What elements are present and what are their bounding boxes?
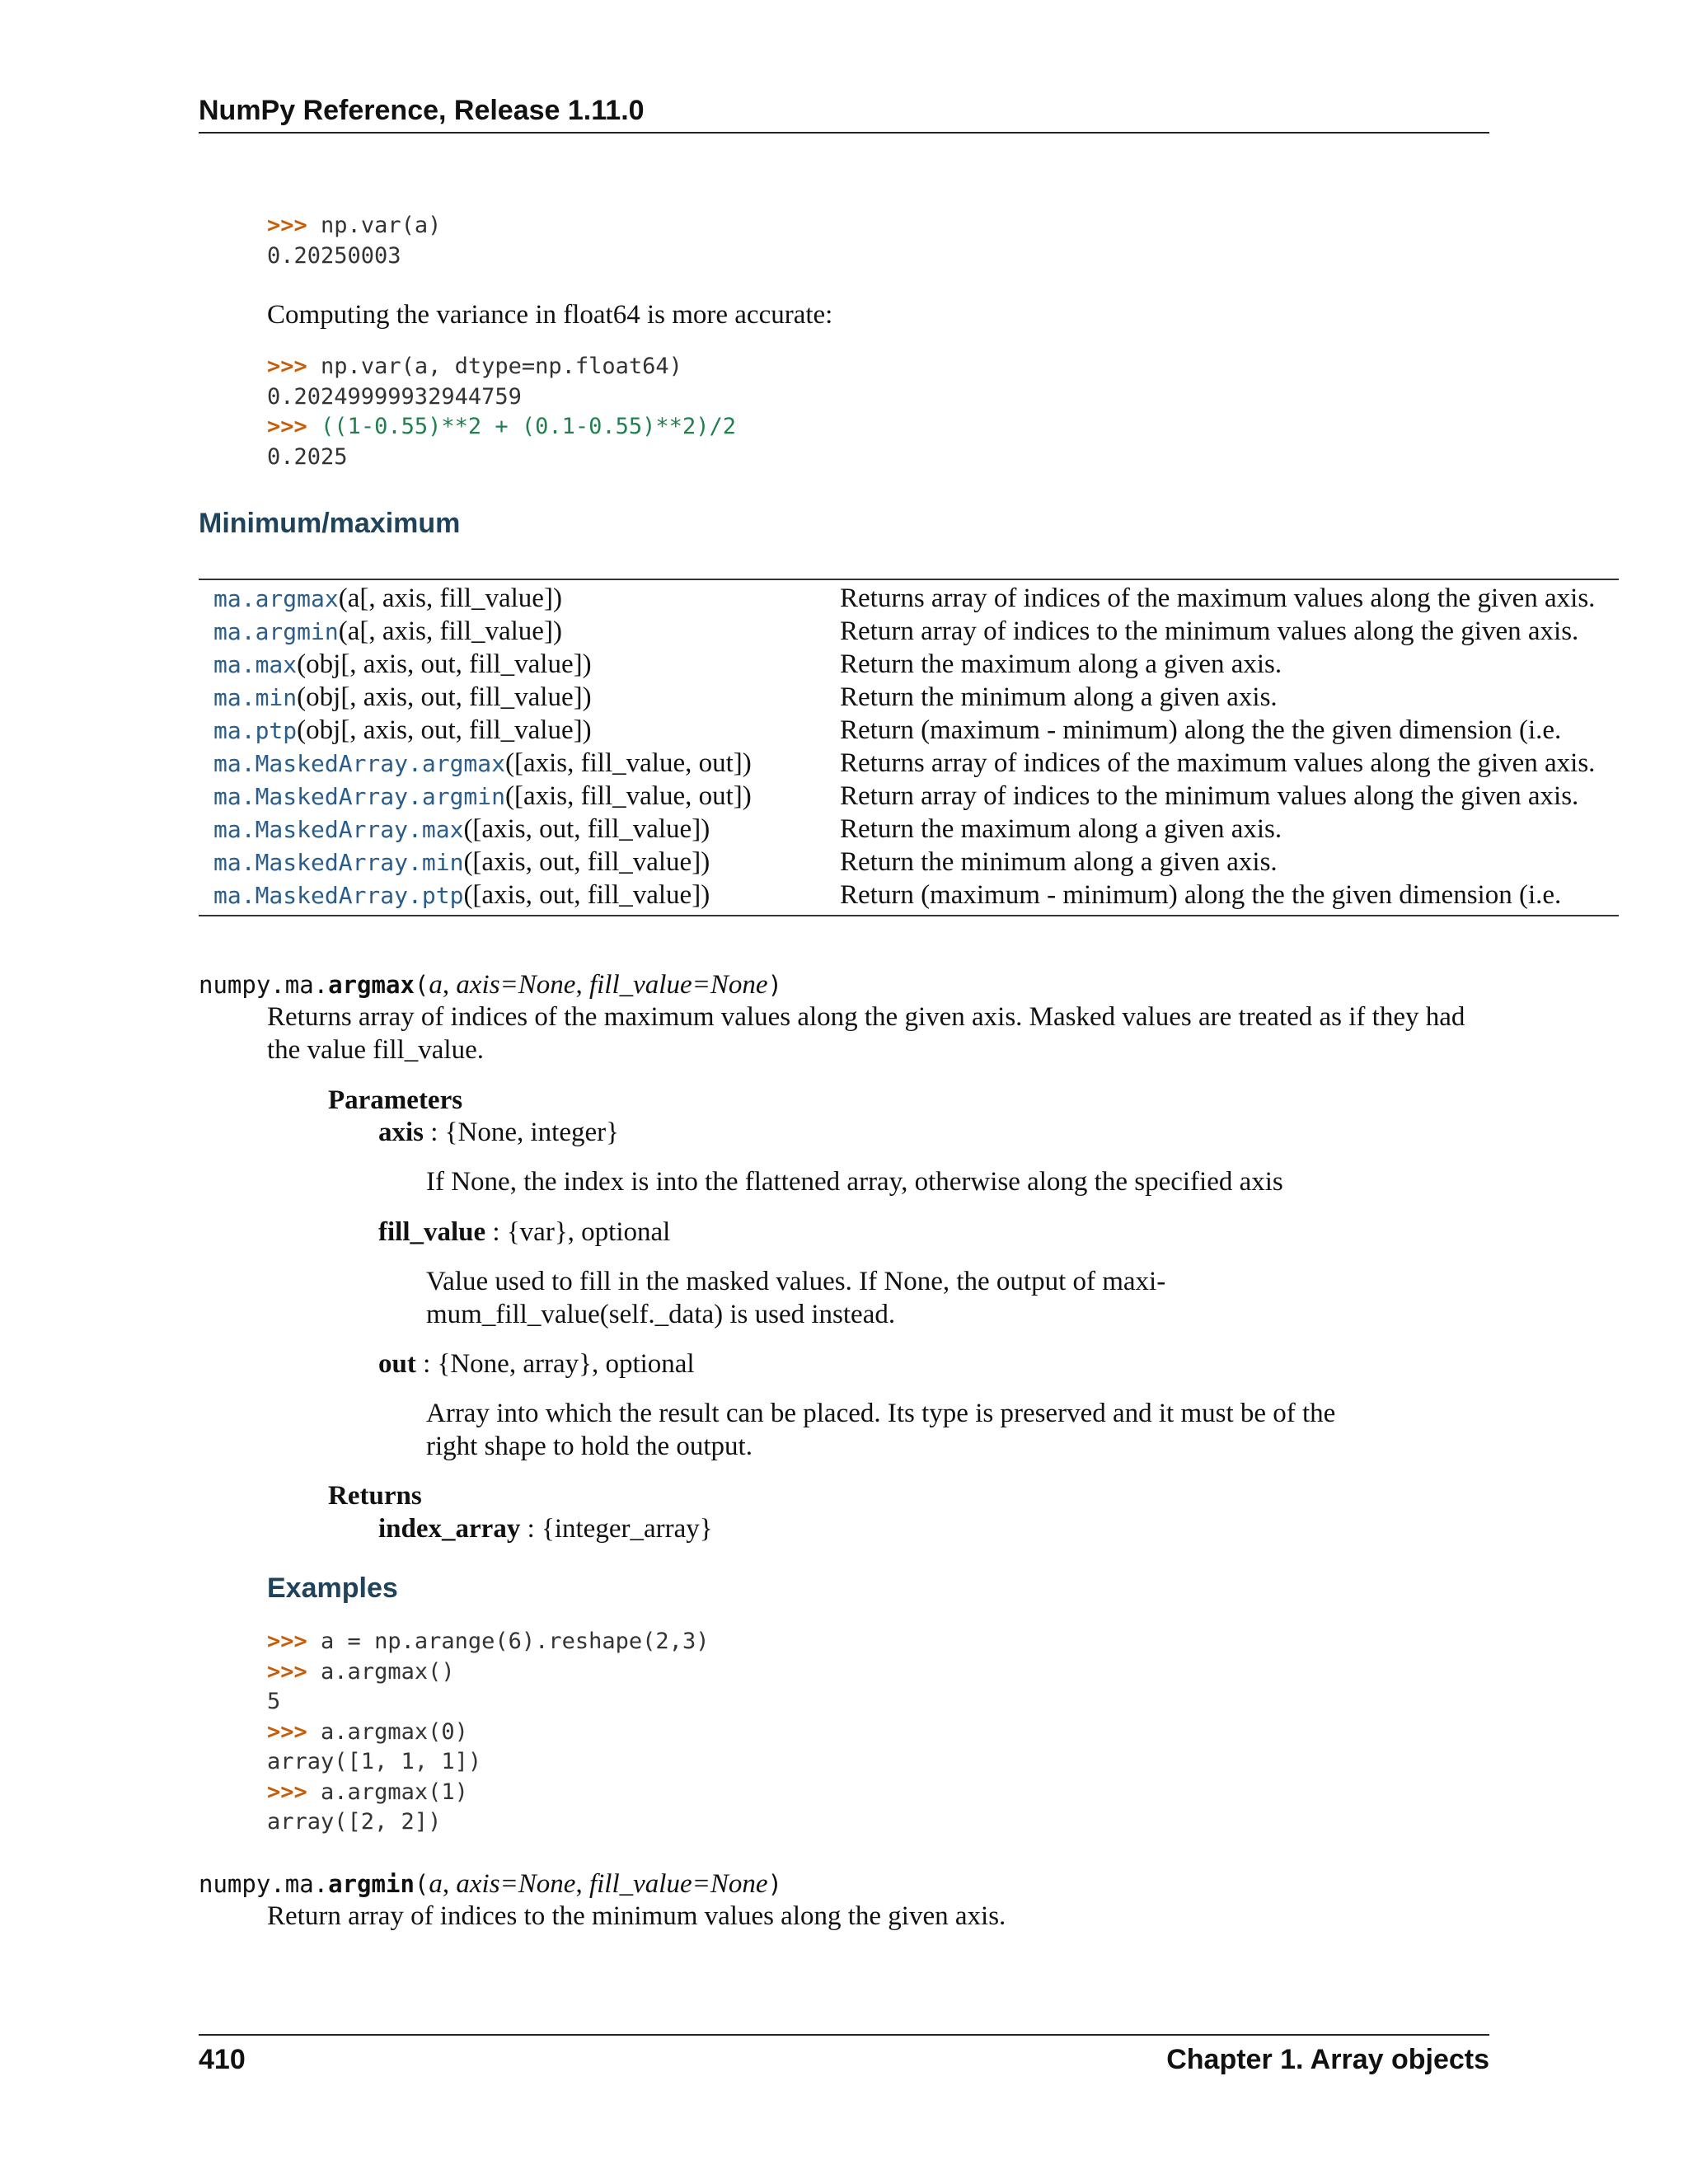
table-row	[199, 582, 1619, 615]
parameter-line	[378, 1216, 670, 1249]
signature-param: fill_value=None	[588, 970, 768, 1000]
table-row	[199, 879, 1619, 912]
code-text: a.argmax(1)	[321, 1779, 468, 1805]
function-description: Return the maximum along a given axis.	[840, 814, 1282, 844]
parameter-line	[378, 1347, 695, 1380]
paragraph: Computing the variance in float64 is more accurate:	[267, 300, 833, 330]
parameter-name: fill_value	[378, 1217, 486, 1247]
function-args: (obj[, axis, out, fill_value])	[297, 682, 592, 712]
code-line	[267, 1778, 468, 1808]
table-row	[199, 648, 1619, 681]
parameter-description: mum_fill_value(self._data) is used instead.	[426, 1300, 896, 1329]
chapter-title: Chapter 1. Array objects	[1166, 2044, 1489, 2075]
function-link[interactable]: ma.MaskedArray.argmin	[213, 783, 506, 810]
table-row	[199, 681, 1619, 714]
parameter-name: out	[378, 1349, 416, 1379]
signature-param: axis=None	[456, 970, 576, 1000]
function-link[interactable]: ma.MaskedArray.ptp	[213, 882, 464, 909]
code-prompt: >>>	[267, 1629, 307, 1654]
function-description: Return the minimum along a given axis.	[840, 682, 1278, 712]
function-args: (obj[, axis, out, fill_value])	[297, 715, 592, 745]
returns-heading: Returns	[328, 1481, 422, 1511]
function-args: (a[, axis, fill_value])	[338, 616, 562, 646]
signature-param: axis=None	[456, 1869, 576, 1899]
code-text: a.argmax(0)	[321, 1719, 468, 1745]
running-header	[199, 92, 1489, 134]
function-args: ([axis, out, fill_value])	[463, 814, 710, 844]
code-prompt: >>>	[267, 1659, 307, 1685]
signature-param: a	[429, 970, 443, 1000]
function-link[interactable]: ma.argmin	[213, 618, 339, 645]
code-text: np.var(a, dtype=np.float64)	[321, 354, 682, 379]
signature-open-paren: (	[414, 971, 429, 999]
code-text: a = np.arange(6).reshape(2,3)	[321, 1629, 710, 1654]
function-link[interactable]: ma.argmax	[213, 585, 339, 612]
table-row	[199, 747, 1619, 780]
function-args: ([axis, fill_value, out])	[505, 781, 752, 811]
parameter-description: If None, the index is into the flattened array, otherwise along the specified axis	[426, 1167, 1283, 1197]
function-description: Return the minimum along a given axis.	[840, 847, 1278, 877]
signature-param: fill_value=None	[588, 1869, 768, 1899]
function-link[interactable]: ma.MaskedArray.max	[213, 816, 464, 843]
function-signature: numpy.ma.argmin(a, axis=None, fill_value=None)	[199, 1869, 782, 1899]
code-output: 5	[267, 1689, 281, 1714]
code-prompt: >>>	[267, 354, 307, 379]
code-prompt: >>>	[267, 1779, 307, 1805]
function-args: ([axis, fill_value, out])	[505, 748, 752, 778]
signature-name: argmin	[328, 1870, 415, 1898]
signature-open-paren: (	[414, 1870, 429, 1898]
return-type: : {integer_array}	[520, 1514, 713, 1544]
table-row	[199, 846, 1619, 879]
return-name: index_array	[378, 1514, 521, 1544]
code-line	[267, 211, 441, 241]
function-link[interactable]: ma.MaskedArray.argmax	[213, 750, 506, 777]
parameter-description: Array into which the result can be placed. Its type is preserved and it must be of the	[426, 1399, 1336, 1428]
parameter-type: : {None, integer}	[424, 1118, 619, 1147]
code-line	[267, 1718, 468, 1748]
header-title: NumPy Reference, Release 1.11.0	[199, 95, 645, 126]
function-description: Return (maximum - minimum) along the the given dimension (i.e.	[840, 880, 1562, 910]
function-args: ([axis, out, fill_value])	[463, 880, 710, 910]
parameter-description: Value used to fill in the masked values. If None, the output of maxi-	[426, 1267, 1166, 1296]
parameter-description: right shape to hold the output.	[426, 1432, 753, 1461]
code-text: np.var(a)	[321, 213, 442, 238]
parameter-type: : {var}, optional	[485, 1217, 671, 1247]
page-number: 410	[199, 2044, 246, 2075]
description-line: the value fill_value.	[267, 1035, 484, 1065]
code-text: ((1-0.55)**2 + (0.1-0.55)**2)/2	[321, 414, 736, 439]
function-description: Return array of indices to the minimum values along the given axis.	[840, 781, 1579, 811]
description-line: Returns array of indices of the maximum values along the given axis. Masked values are treated as if they had	[267, 1002, 1465, 1032]
table-row	[199, 780, 1619, 813]
table-row	[199, 813, 1619, 846]
function-description: Returns array of indices of the maximum values along the given axis.	[840, 583, 1596, 613]
function-signature: numpy.ma.argmax(a, axis=None, fill_value=None)	[199, 970, 782, 1000]
code-line	[267, 1657, 455, 1688]
summary-table	[199, 579, 1619, 916]
signature-prefix: numpy.ma.	[199, 1870, 329, 1898]
function-link[interactable]: ma.min	[213, 684, 298, 711]
return-line	[378, 1512, 713, 1545]
section-title: Minimum/maximum	[199, 508, 461, 539]
parameter-type: : {None, array}, optional	[415, 1349, 695, 1379]
parameter-line	[378, 1116, 619, 1149]
signature-close-paren: )	[767, 1870, 782, 1898]
function-args: ([axis, out, fill_value])	[463, 847, 710, 877]
code-output: array([1, 1, 1])	[267, 1749, 482, 1774]
code-output: 0.20250003	[267, 243, 401, 269]
code-text: a.argmax()	[321, 1659, 455, 1685]
code-output: 0.2025	[267, 444, 348, 470]
function-link[interactable]: ma.MaskedArray.min	[213, 849, 464, 876]
signature-name: argmax	[328, 971, 415, 999]
function-link[interactable]: ma.ptp	[213, 717, 298, 744]
function-description: Returns array of indices of the maximum values along the given axis.	[840, 748, 1596, 778]
running-footer	[199, 2034, 1489, 2077]
parameters-heading: Parameters	[328, 1085, 463, 1115]
examples-title: Examples	[267, 1572, 398, 1604]
code-line	[267, 1627, 709, 1657]
function-description: Return array of indices to the minimum values along the given axis.	[840, 616, 1579, 646]
code-output: array([2, 2])	[267, 1809, 442, 1835]
code-prompt: >>>	[267, 414, 307, 439]
parameter-name: axis	[378, 1118, 424, 1147]
code-line	[267, 352, 682, 382]
signature-prefix: numpy.ma.	[199, 971, 329, 999]
code-prompt: >>>	[267, 213, 307, 238]
table-row	[199, 615, 1619, 648]
function-link[interactable]: ma.max	[213, 651, 298, 678]
function-description: Return (maximum - minimum) along the the given dimension (i.e.	[840, 715, 1562, 745]
function-args: (a[, axis, fill_value])	[338, 583, 562, 613]
code-line	[267, 412, 736, 443]
code-output: 0.20249999932944759	[267, 384, 522, 410]
function-args: (obj[, axis, out, fill_value])	[297, 649, 592, 679]
description-line: Return array of indices to the minimum values along the given axis.	[267, 1901, 1006, 1931]
function-description: Return the maximum along a given axis.	[840, 649, 1282, 679]
signature-param: a	[429, 1869, 443, 1899]
signature-close-paren: )	[767, 971, 782, 999]
code-prompt: >>>	[267, 1719, 307, 1745]
table-row	[199, 714, 1619, 747]
